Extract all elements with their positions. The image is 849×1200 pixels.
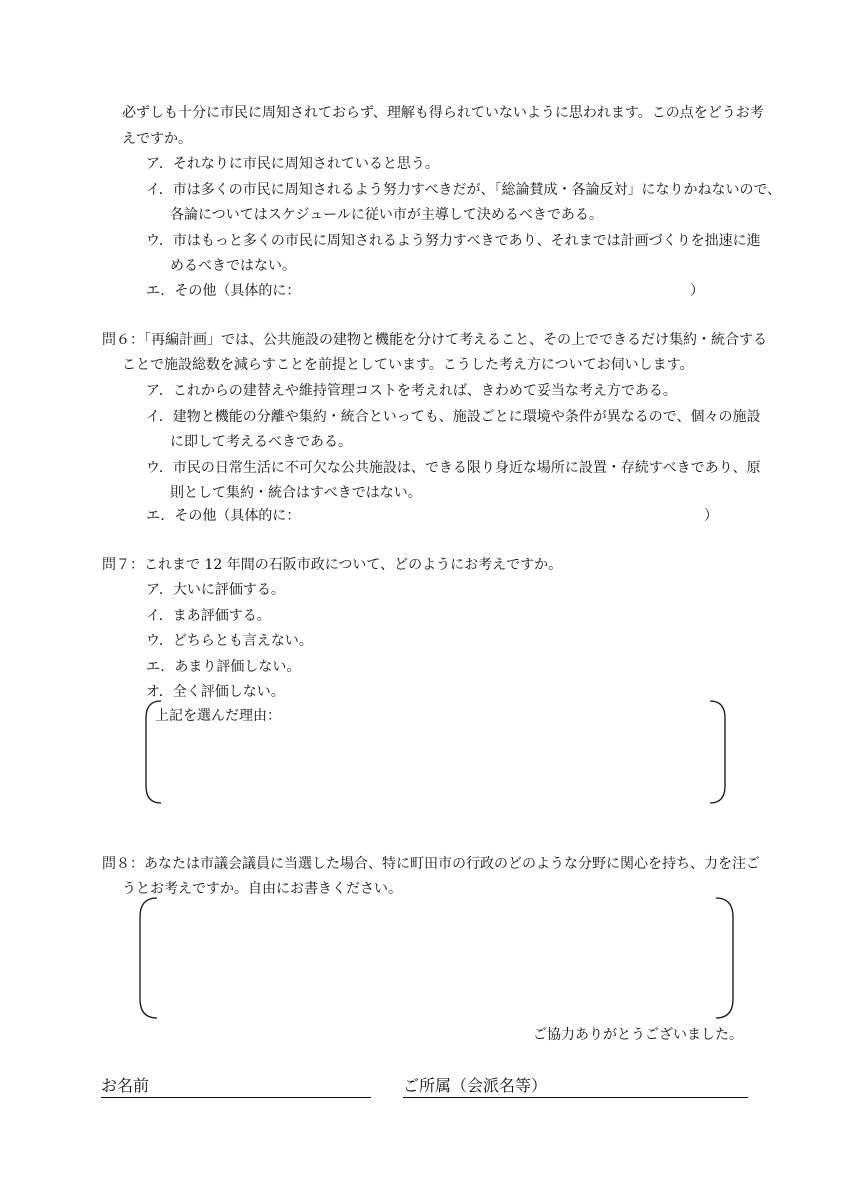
q8-question-line-2: うとお考えですか。自由にお書きください。 <box>122 881 402 897</box>
q6-option-i-line-1: イ．建物と機能の分離や集約・統合といっても、施設ごとに環境や条件が異なるので、個々の施設 <box>146 409 761 425</box>
q7-reason-box[interactable] <box>143 700 728 805</box>
q7-option-i: イ．まあ評価する。 <box>146 608 271 624</box>
name-field[interactable] <box>101 1075 371 1098</box>
q6-question-line-1: 問６：「再編計画」では、公共施設の建物と機能を分けて考えること、その上でできるだけ集約・統合する <box>102 332 767 348</box>
q6-question-line-2: ことで施設総数を減らすことを前提としています。こうした考え方についてお伺いします。 <box>122 357 694 373</box>
q5-intro-line-1: 必ずしも十分に市民に周知されておらず、理解も得られていないように思われます。この点をどうお考 <box>122 105 764 121</box>
q5-option-u-line-1: ウ．市はもっと多くの市民に周知されるよう努力すべきであり、それまでは計画づくりを拙速に進 <box>146 233 761 249</box>
q6-option-e-close-paren: ） <box>704 508 718 524</box>
q8-question-line-1: 問８：あなたは市議会議員に当選した場合、特に町田市の行政のどのような分野に関心を持ち、力を注ご <box>102 856 760 872</box>
q5-option-u-line-2: めるべきではない。 <box>170 258 296 274</box>
q8-answer-box[interactable] <box>137 897 736 1020</box>
q5-option-i-line-2: 各論についてはスケジュールに従い市が主導して決めるべきである。 <box>170 207 603 223</box>
q6-option-u-line-1: ウ．市民の日常生活に不可欠な公共施設は、できる限り身近な場所に設置・存続すべきであり、原 <box>146 460 761 476</box>
q7-option-a: ア．大いに評価する。 <box>146 582 285 598</box>
q5-option-i-line-1: イ．市は多くの市民に周知されるよう努力すべきだが、「総論賛成・各論反対」になりかねないので、 <box>146 182 782 198</box>
q6-option-u-line-2: 則として集約・統合はすべきではない。 <box>170 485 422 501</box>
q6-option-a: ア．これからの建替えや維持管理コストを考えれば、きわめて妥当な考え方である。 <box>146 383 677 399</box>
name-label: お名前 <box>101 1076 150 1095</box>
q6-option-e: エ．その他（具体的に： <box>146 508 301 524</box>
q8-answer-brackets <box>137 897 736 1020</box>
affiliation-label: ご所属（会派名等） <box>403 1076 548 1095</box>
q7-option-e: エ．あまり評価しない。 <box>146 659 301 675</box>
q7-question: 問７：これまで 12 年間の石阪市政について、どのようにお考えですか。 <box>102 557 563 573</box>
q5-option-e: エ．その他（具体的に： <box>146 283 301 299</box>
q5-intro-line-2: えですか。 <box>122 131 192 147</box>
q5-option-a: ア．それなりに市民に周知されていると思う。 <box>146 156 439 172</box>
q5-option-e-close-paren: ） <box>690 283 704 299</box>
q7-option-u: ウ．どちらとも言えない。 <box>146 633 313 649</box>
affiliation-field[interactable] <box>403 1075 748 1098</box>
thanks-message: ご協力ありがとうございました。 <box>533 1027 743 1043</box>
q7-option-o: オ．全く評価しない。 <box>146 684 285 700</box>
q7-reason-label: 上記を選んだ理由： <box>155 708 281 724</box>
q6-option-i-line-2: に即して考えるべきである。 <box>170 434 352 450</box>
